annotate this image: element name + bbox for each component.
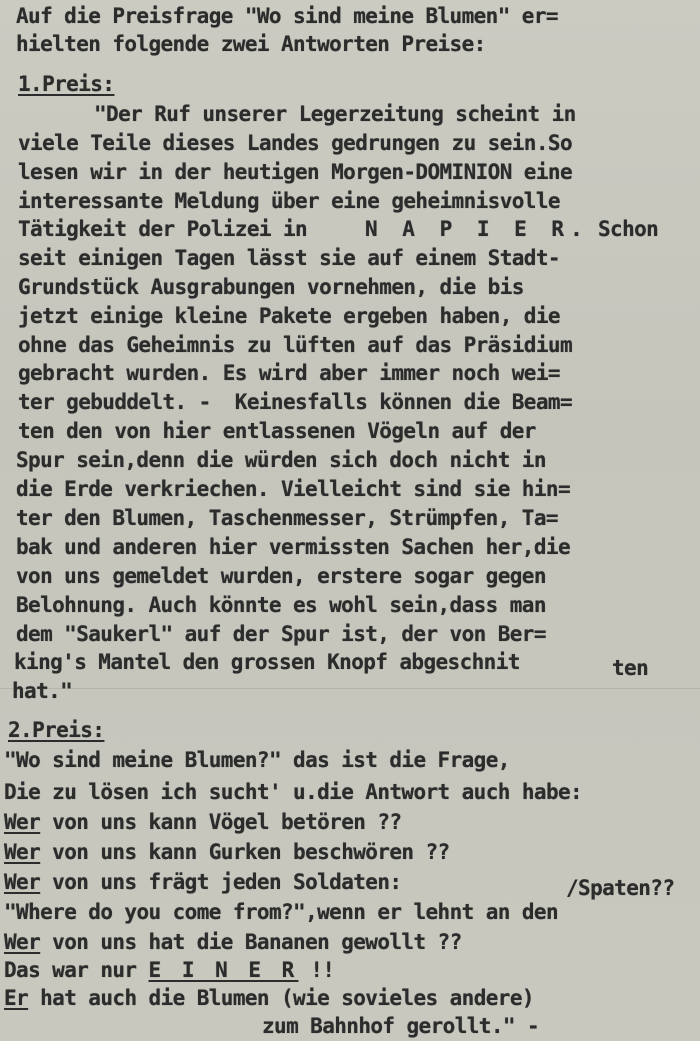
prize1-line: die Erde verkriechen. Vielleicht sind sie hin= [16,477,570,501]
prize1-line-suffix: ten [612,656,649,680]
prize2-line-9-rest: hat auch die Blumen (wie sovieles andere) [28,986,534,1010]
wer-underlined: Wer [4,810,41,834]
prize1-line: ter den Blumen, Taschenmesser, Strümpfen, Ta= [16,506,558,530]
intro-line-2: hielten folgende zwei Antworten Preise: [16,32,486,56]
prize2-line-5 [4,868,401,896]
wer-underlined: Wer [4,870,41,894]
wer-underlined: Wer [4,840,41,864]
prize2-line-10: zum Bahnhof gerollt." - [262,1014,539,1038]
prize1-line: interessante Meldung über eine geheimnisvolle [18,189,560,213]
prize1-line: jetzt einige kleine Pakete ergeben haben, die [18,304,560,328]
wer-underlined: Wer [4,930,41,954]
prize2-line-6: "Where do you come from?",wenn er lehnt an den [4,900,558,924]
prize1-line: Spur sein,denn die würden sich doch nicht in [16,448,546,472]
prize1-line: gebracht wurden. Es wird aber immer noch wei= [18,361,560,385]
prize2-line-1: "Wo sind meine Blumen?" das ist die Frage, [4,748,510,772]
er-underlined: Er [4,986,29,1010]
prize1-line: king's Mantel den grossen Knopf abgeschnit [14,650,520,674]
prize2-line-3-rest: von uns kann Vögel betören ?? [40,810,402,834]
prize1-heading: 1.Preis: [18,72,115,96]
prize1-line: dem "Saukerl" auf der Spur ist, der von Ber= [16,622,546,646]
intro-line-1: Auf die Preisfrage "Wo sind meine Blumen" er= [16,4,558,28]
prize1-line: lesen wir in der heutigen Morgen-DOMINION eine [18,160,572,184]
prize1-word-schon: Schon [598,217,659,241]
einer-spaced: E I N E R [148,958,299,982]
prize2-line-2: Die zu lösen ich sucht' u.die Antwort auch habe: [4,780,583,804]
prize2-line-7-rest: von uns hat die Bananen gewollt ?? [40,930,462,954]
napier-spaced: N A P I E R. [365,217,589,241]
prize1-line: Belohnung. Auch könnte es wohl sein,dass man [16,593,546,617]
prize1-line: hat." [12,679,73,703]
prize2-line-8-start: Das war nur [4,958,149,982]
prize2-line-8-end: !! [298,958,335,982]
prize1-line: ter gebuddelt. - Keinesfalls können die Beam= [18,390,572,414]
prize2-line-5-rest: von uns frägt jeden Soldaten: [40,870,402,894]
prize2-line-7 [4,928,462,956]
prize1-line: Tätigkeit der Polizei in [18,217,308,241]
prize2-line-4-rest: von uns kann Gurken beschwören ?? [40,840,450,864]
prize1-line: ohne das Geheimnis zu lüften auf das Präsidium [18,333,572,357]
prize2-line-3 [4,808,401,836]
prize2-heading: 2.Preis: [8,718,105,742]
prize1-line: ten den von hier entlassenen Vögeln auf der [18,419,536,443]
prize1-line: "Der Ruf unserer Legerzeitung scheint in [94,102,576,126]
prize1-line: viele Teile dieses Landes gedrungen zu sein.So [18,131,572,155]
prize2-line-4 [4,838,450,866]
paper-fold [0,688,700,689]
prize1-line: seit einigen Tagen lässt sie auf einem Stadt- [18,246,560,270]
prize2-spaten: /Spaten?? [566,876,675,900]
prize2-line-8 [4,956,334,984]
prize1-line: von uns gemeldet wurden, erstere sogar gegen [16,564,546,588]
prize1-line: bak und anderen hier vermissten Sachen her,die [16,535,570,559]
prize1-line: Grundstück Ausgrabungen vornehmen, die bis [18,275,524,299]
prize2-line-9 [4,984,534,1012]
